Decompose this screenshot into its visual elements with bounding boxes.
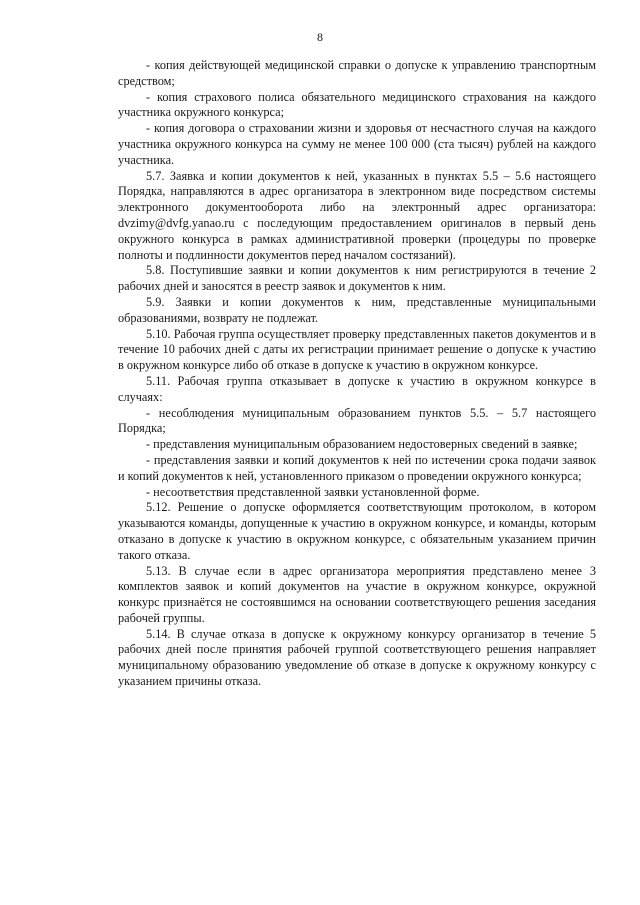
document-body: [118, 58, 596, 690]
clause-5-7: 5.7. Заявка и копии документов к ней, указанных в пунктах 5.5 – 5.6 настоящего Порядка, направляются в адрес организатора в электронном виде посредством системы электронного документооборота либо на электронный адрес организатора: dvzimy@dvfg.yanao.ru с последующим предоставлением оригиналов в первый день окружного конкурса в рамках административной проверки (процедуры по проверке полноты и подлинности документов перед началом состязаний).: [118, 168, 596, 262]
list-item-insurance-policy: - копия страхового полиса обязательного медицинского страхования на каждого участника окружного конкурса;: [118, 89, 596, 120]
refusal-reason-false-info: - представления муниципальным образованием недостоверных сведений в заявке;: [146, 437, 578, 452]
refusal-reason-noncompliance: - несоблюдения муниципальным образованием пунктов 5.5. – 5.7 настоящего Порядка;: [118, 405, 596, 436]
list-item-medical-certificate: - копия действующей медицинской справки о допуске к управлению транспортным средством;: [118, 58, 596, 88]
page-number: 8: [317, 30, 323, 44]
clause-5-11: 5.11. Рабочая группа отказывает в допуске к участию в окружном конкурсе в случаях:: [118, 373, 596, 404]
clause-5-12: 5.12. Решение о допуске оформляется соответствующим протоколом, в котором указываются команды, допущенные к участию в окружном конкурсе, и команды, которым отказано в допуске к участию в окружном конкурсе, с обязательным указанием причин такого отказа.: [118, 500, 596, 562]
list-item-life-insurance: - копия договора о страховании жизни и здоровья от несчастного случая на каждого участника окружного конкурса на сумму не менее 100 000 (ста тысяч) рублей на каждого участника.: [118, 121, 596, 167]
clause-5-13: 5.13. В случае если в адрес организатора мероприятия представлено менее 3 комплектов заявок и копий документов на участие в окружном конкурсе, окружной конкурс признаётся не состоявшимся на основании соответствующего решения заседания рабочей группы.: [118, 563, 596, 625]
clause-5-8: 5.8. Поступившие заявки и копии документов к ним регистрируются в течение 2 рабочих дней и заносятся в реестр заявок и документов к ним.: [118, 263, 596, 294]
clause-5-9: 5.9. Заявки и копии документов к ним, представленные муниципальными образованиями, возврату не подлежат.: [118, 294, 596, 325]
clause-5-14: 5.14. В случае отказа в допуске к окружному конкурсу организатор в течение 5 рабочих дней после принятия рабочей группой соответствующего решения направляет муниципальному образованию уведомление об отказе в допуске к окружному конкурсу с указанием причины отказа.: [118, 626, 596, 689]
clause-5-10: 5.10. Рабочая группа осуществляет проверку представленных пакетов документов и в течение 10 рабочих дней с даты их регистрации принимает решение о допуске к участию в окружном конкурсе либо об отказе в допуске к участию в окружном конкурсе.: [118, 326, 596, 373]
refusal-reason-wrong-form: - несоответствия представленной заявки установленной форме.: [146, 484, 480, 499]
refusal-reason-late-submission: - представления заявки и копий документов к ней по истечении срока подачи заявок и копий документов к ней, установленного приказом о проведении окружного конкурса;: [118, 452, 596, 483]
